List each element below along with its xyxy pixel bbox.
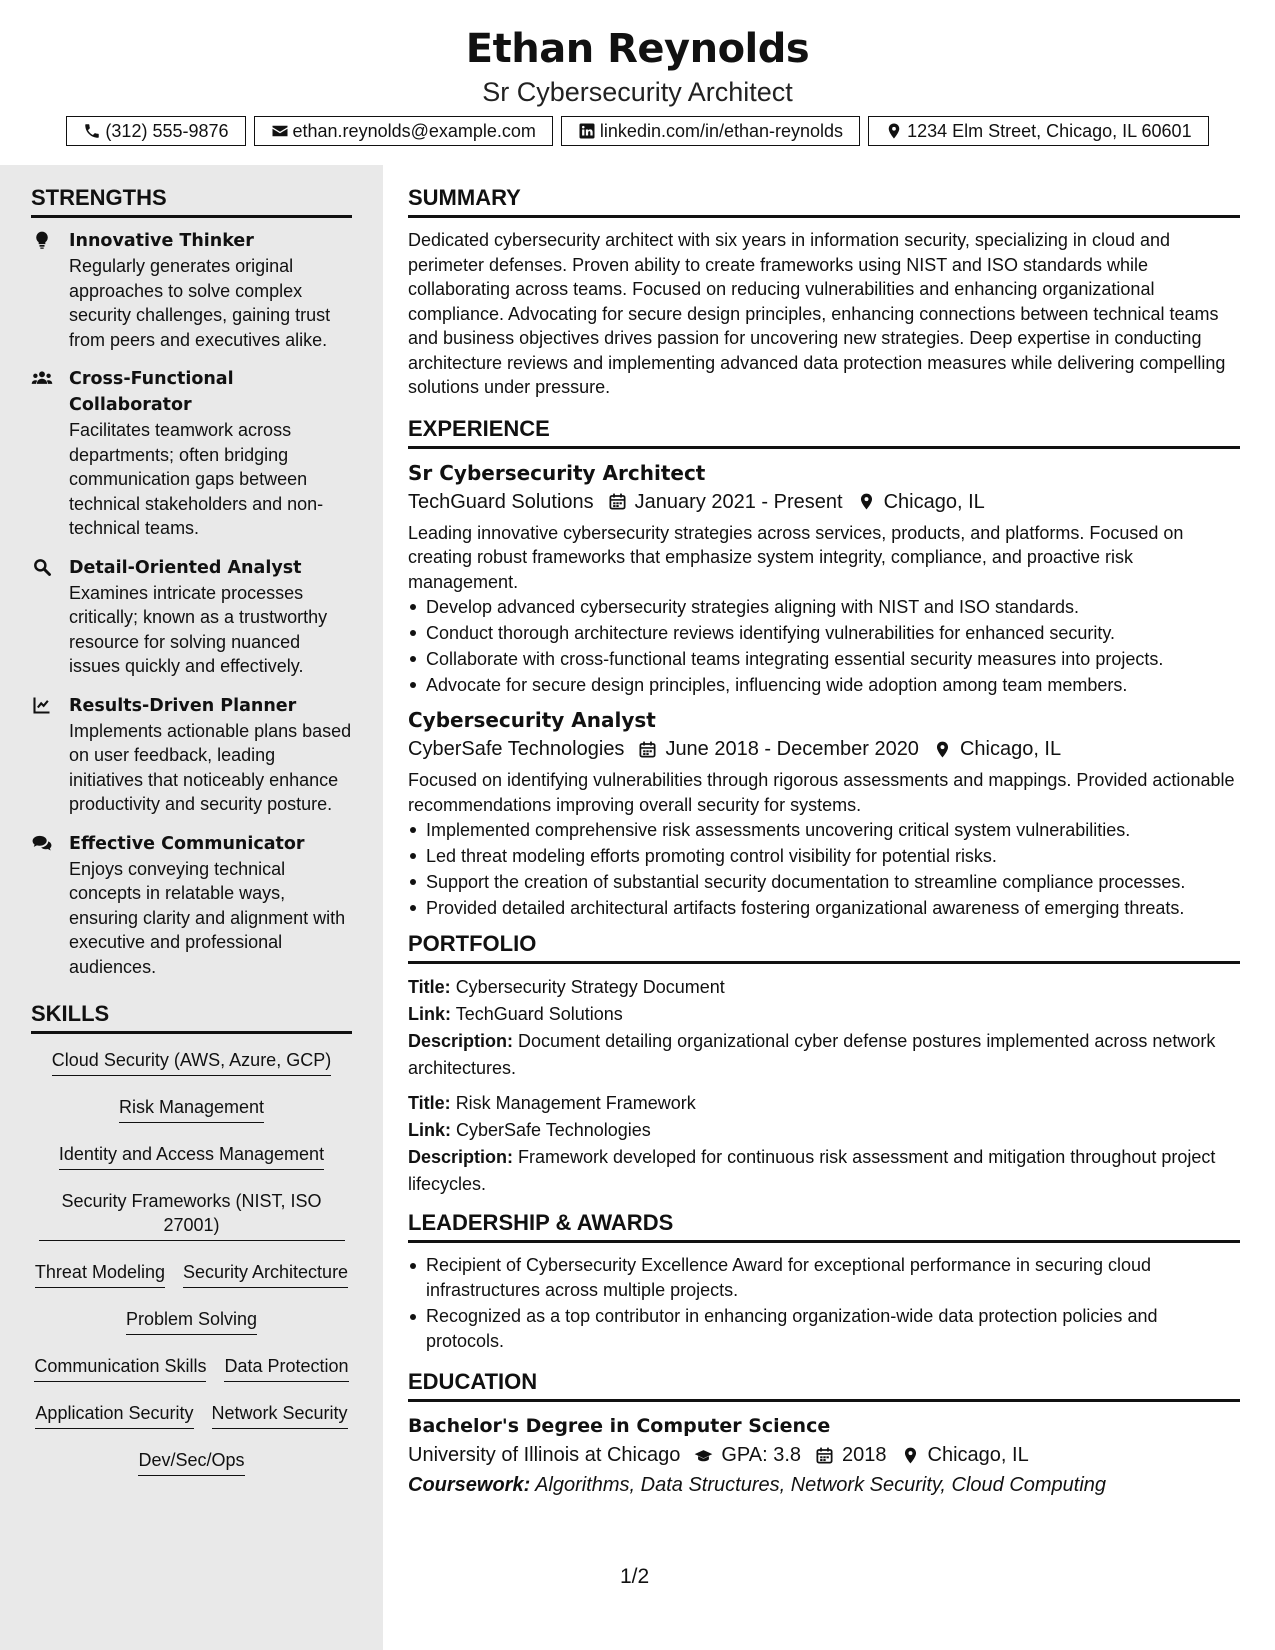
contact-address — [868, 116, 1209, 146]
list-item: Support the creation of substantial security documentation to streamline compliance processes. — [408, 869, 1240, 895]
portfolio-link-label: Link: — [408, 1004, 451, 1024]
lightbulb-icon — [31, 230, 53, 250]
calendar-icon — [608, 492, 627, 511]
experience-heading: EXPERIENCE — [408, 414, 1240, 449]
list-item: Develop advanced cybersecurity strategies aligning with NIST and ISO standards. — [408, 594, 1240, 620]
candidate-name: Ethan Reynolds — [465, 26, 810, 72]
skill-tag: Dev/Sec/Ops — [138, 1448, 244, 1476]
calendar-icon — [638, 740, 657, 759]
degree-title: Bachelor's Degree in Computer Science — [408, 1415, 831, 1437]
job-company: TechGuard Solutions — [408, 490, 594, 513]
address-text: 1234 Elm Street, Chicago, IL 60601 — [907, 120, 1192, 141]
sidebar — [0, 165, 383, 1650]
portfolio-link[interactable]: TechGuard Solutions — [455, 1004, 623, 1024]
strength-item — [31, 555, 352, 679]
page-number: 1/2 — [620, 1565, 650, 1588]
job-entry — [408, 459, 1240, 699]
education-location: Chicago, IL — [927, 1444, 1029, 1466]
portfolio-heading: PORTFOLIO — [408, 929, 1240, 964]
portfolio-description-label: Description: — [408, 1147, 514, 1167]
coursework-list: Algorithms, Data Structures, Network Security, Cloud Computing — [535, 1474, 1107, 1496]
skill-tag: Security Architecture — [183, 1260, 348, 1288]
skills-heading: SKILLS — [31, 999, 352, 1034]
summary-heading: SUMMARY — [408, 183, 1240, 218]
skill-tag: Network Security — [212, 1401, 348, 1429]
education-heading: EDUCATION — [408, 1367, 1240, 1402]
graduation-cap-icon — [694, 1446, 713, 1465]
job-company: CyberSafe Technologies — [408, 738, 625, 760]
strength-title: Cross-Functional Collaborator — [69, 369, 234, 415]
email-text: ethan.reynolds@example.com — [292, 120, 536, 141]
contact-email[interactable] — [254, 116, 553, 146]
job-bullets — [408, 817, 1240, 921]
strength-title: Detail-Oriented Analyst — [69, 557, 302, 578]
map-marker-icon — [901, 1446, 920, 1465]
strength-desc: Examines intricate processes critically; known as a trustworthy resource for solving nuanced issues quickly and effectively. — [69, 582, 328, 676]
users-icon — [31, 368, 53, 388]
resume-header — [0, 0, 1275, 165]
calendar-icon — [815, 1446, 834, 1465]
summary-text: Dedicated cybersecurity architect with six years in information security, specializing in cloud and perimeter defenses. Proven ability to create frameworks using NIST and ISO standards while collaborating across teams. Focused on reducing vulnerabilities and enhancing organizational compliance. Advocating for secure design principles, enhancing connections between technical teams and business objectives drives passion for uncovering new strategies. Deep expertise in conducting architecture reviews and implementing advanced data protection measures while delivering compelling solutions under pressure. — [408, 230, 1226, 397]
job-dates: January 2021 - Present — [634, 490, 843, 513]
envelope-icon — [271, 122, 289, 140]
portfolio-description: Document detailing organizational cyber defense postures implemented across network architectures. — [408, 1031, 1216, 1078]
list-item: Recognized as a top contributor in enhancing organization-wide data protection policies and protocols. — [408, 1304, 1240, 1353]
coursework — [408, 1470, 1240, 1500]
job-title: Cybersecurity Analyst — [408, 708, 656, 732]
skill-tag: Risk Management — [119, 1095, 264, 1123]
graduation-year: 2018 — [842, 1444, 887, 1466]
portfolio-item — [408, 1090, 1240, 1198]
job-description: Focused on identifying vulnerabilities through rigorous assessments and mappings. Provided actionable recommendations improving overall security for systems. — [408, 770, 1235, 815]
phone-text: (312) 555-9876 — [105, 120, 229, 141]
job-description: Leading innovative cybersecurity strategies across services, products, and platforms. Focused on creating robust frameworks that emphasize system integrity, compliance, and proactive risk management. — [408, 522, 1184, 592]
skill-tag: Cloud Security (AWS, Azure, GCP) — [52, 1048, 331, 1076]
strength-item — [31, 693, 352, 817]
coursework-label: Coursework: — [408, 1474, 531, 1496]
strength-item — [31, 366, 352, 541]
strengths-heading: STRENGTHS — [31, 183, 352, 218]
skills-list — [31, 1044, 352, 1495]
leadership-heading: LEADERSHIP & AWARDS — [408, 1208, 1240, 1243]
skill-tag: Threat Modeling — [35, 1260, 165, 1288]
skill-tag: Identity and Access Management — [59, 1142, 324, 1170]
skill-tag: Data Protection — [224, 1354, 348, 1382]
portfolio-description-label: Description: — [408, 1031, 514, 1051]
strength-title: Results-Driven Planner — [69, 695, 297, 716]
portfolio-title: Cybersecurity Strategy Document — [455, 977, 725, 997]
strength-item — [31, 831, 352, 980]
education-meta — [408, 1440, 1240, 1470]
portfolio-title: Risk Management Framework — [455, 1093, 696, 1113]
portfolio-link[interactable]: CyberSafe Technologies — [456, 1120, 651, 1140]
strength-title: Effective Communicator — [69, 833, 305, 854]
portfolio-title-label: Title: — [408, 1093, 451, 1113]
chart-line-icon — [31, 695, 53, 715]
main-column — [408, 165, 1240, 1500]
list-item: Recipient of Cybersecurity Excellence Award for exceptional performance in securing cloud infrastructures across multiple projects. — [408, 1253, 1240, 1302]
strength-item — [31, 228, 352, 352]
job-bullets — [408, 594, 1240, 698]
gpa: GPA: 3.8 — [721, 1444, 802, 1466]
job-title: Sr Cybersecurity Architect — [408, 460, 706, 485]
job-location: Chicago, IL — [883, 490, 985, 513]
strength-desc: Regularly generates original approaches to solve complex security challenges, gaining trust from peers and executives alike. — [69, 256, 331, 350]
skill-tag: Security Frameworks (NIST, ISO 27001) — [39, 1189, 345, 1241]
list-item: Led threat modeling efforts promoting control visibility for potential risks. — [408, 843, 1240, 869]
linkedin-text: linkedin.com/in/ethan-reynolds — [599, 120, 844, 141]
portfolio-title-label: Title: — [408, 977, 451, 997]
list-item: Implemented comprehensive risk assessments uncovering critical system vulnerabilities. — [408, 817, 1240, 843]
job-meta — [408, 734, 1240, 764]
candidate-role: Sr Cybersecurity Architect — [482, 77, 793, 107]
search-icon — [31, 557, 53, 577]
contact-bar — [0, 116, 1275, 146]
list-item: Conduct thorough architecture reviews identifying vulnerabilities for enhanced security. — [408, 620, 1240, 646]
strength-desc: Enjoys conveying technical concepts in relatable ways, ensuring clarity and alignment with executive and professional audiences. — [69, 858, 346, 977]
comments-icon — [31, 833, 53, 853]
job-location: Chicago, IL — [959, 738, 1062, 760]
map-marker-icon — [933, 740, 952, 759]
portfolio-link-label: Link: — [408, 1120, 451, 1140]
job-dates: June 2018 - December 2020 — [665, 738, 919, 760]
linkedin-icon — [578, 122, 596, 140]
list-item: Collaborate with cross-functional teams integrating essential security measures into projects. — [408, 646, 1240, 672]
contact-phone[interactable] — [66, 116, 245, 146]
portfolio-description: Framework developed for continuous risk assessment and mitigation throughout project lifecycles. — [408, 1147, 1216, 1194]
map-marker-icon — [885, 122, 903, 140]
contact-linkedin[interactable] — [561, 116, 860, 146]
phone-icon — [83, 122, 101, 140]
portfolio-item — [408, 974, 1240, 1082]
skill-tag: Application Security — [35, 1401, 193, 1429]
school-name: University of Illinois at Chicago — [408, 1444, 681, 1466]
job-meta — [408, 487, 1240, 517]
map-marker-icon — [857, 492, 876, 511]
strength-desc: Facilitates teamwork across departments; often bridging communication gaps between technical stakeholders and non-technical teams. — [69, 420, 324, 538]
skill-tag: Communication Skills — [34, 1354, 206, 1382]
leadership-list — [408, 1253, 1240, 1353]
list-item: Provided detailed architectural artifacts fostering organizational awareness of emerging threats. — [408, 895, 1240, 921]
strength-desc: Implements actionable plans based on user feedback, leading initiatives that noticeably enhance productivity and security posture. — [69, 720, 352, 814]
list-item: Advocate for secure design principles, influencing wide adoption among team members. — [408, 672, 1240, 698]
skill-tag: Problem Solving — [126, 1307, 257, 1335]
job-entry — [408, 706, 1240, 921]
strength-title: Innovative Thinker — [69, 231, 254, 251]
